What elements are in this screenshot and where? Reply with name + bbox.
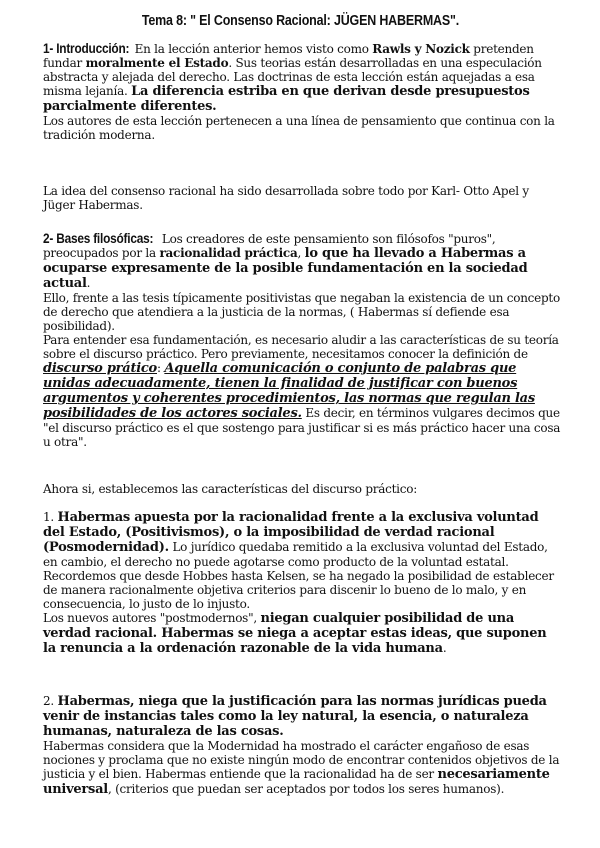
section-bases-filosoficas: 2- Bases filosóficas: Los creadores de este pensamiento son filósofos "puros", preocupados por la racionalidad práctica, lo que ha llevado a Habermas a ocuparse expresamente de la posible fundamentación en la sociedad actual. Ello, frente a las tesis típicamente positivistas que negaban la existencia de un concepto de derecho que atendiera a la justicia de la normas, ( Habermas sí defiende esa posibilidad). Para entender esa fundamentación, es necesario aludir a las características de su teoría sobre el discurso práctico. Pero previamente, necesitamos conocer la definición de discurso prático: Aquella comunicación o conjunto de palabras que unidas adecuadamente, tienen la finalidad de justificar con buenos argumentos y coherentes procedimientos, las normas que regulan las posibilidades de los actores sociales. Es decir, en términos vulgares decimos que "el discurso práctico es el que sostengo para justificar si es más práctico hacer una cosa u otra". [43, 231, 561, 449]
section-1-paragraph-4: La idea del consenso racional ha sido desarrollada sobre todo por Karl- Otto Apel y Jüger Habermas. [43, 184, 529, 212]
document-title: Tema 8: " El Consenso Racional: JÜGEN HABERMAS". [141, 13, 459, 29]
section-2-paragraph-4: Ahora si, establecemos las características del discurso práctico: [43, 482, 418, 496]
characteristic-1: 1. Habermas apuesta por la racionalidad frente a la exclusiva voluntad del Estado, (Positivismos), o la imposibilidad de verdad racional (Posmodernidad). Lo jurídico quedaba remitido a la exclusiva voluntad del Estado, en cambio, el derecho no puede agotarse como producto de la voluntad estatal. Recordemos que desde Hobbes hasta Kelsen, se ha negado la posibilidad de establecer de manera racionalmente objetiva criterios para discenir lo bueno de lo malo, y en consecuencia, lo justo de lo injusto. Los nuevos autores "postmodernos", niegan cualquier posibilidad de una verdad racional. Habermas se niega a aceptar estas ideas, que suponen la renuncia a la ordenación razonable de la vida humana. [43, 510, 554, 656]
definition-term: discurso prático [43, 361, 157, 376]
definition-text: Aquella comunicación o conjunto de palabras que unidas adecuadamente, tienen la finalidad de justificar con buenos argumentos y coherentes procedimientos, las normas que regulan las posibilidades de los actores sociales. [43, 361, 535, 421]
characteristic-2: 2. Habermas, niega que la justificación para las normas jurídicas pueda venir de instancias tales como la ley natural, la esencia, o naturaleza humanas, naturaleza de las cosas. Habermas considera que la Modernidad ha mostrado el carácter engañoso de esas nociones y proclama que no existe ningún modo de encontrar contenidos objetivos de la justicia y el bien. Habermas entiende que la racionalidad ha de ser necesariamente universal, (criterios que puedan ser aceptados por todos los seres humanos). [43, 694, 560, 797]
section-introduccion: 1- Introducción: En la lección anterior hemos visto como Rawls y Nozick pretenden fundar moralmente el Estado. Sus teorias están desarrolladas en una especulación abstracta y alejada del derecho. Las doctrinas de esta lección están aquejadas a esa misma lejanía. La diferencia estriba en que derivan desde presupuestos parcialmente diferentes. Los autores de esta lección pertenecen a una línea de pensamiento que continua con la tradición moderna. [43, 41, 555, 142]
section-1-paragraph-3: Los autores de esta lección pertenecen a una línea de pensamiento que continua con la tradición moderna. [43, 114, 555, 142]
section-2-heading: 2- Bases filosóficas: [43, 231, 154, 246]
section-1-heading: 1- Introducción: [43, 41, 130, 56]
section-2-paragraph-2: Ello, frente a las tesis típicamente positivistas que negaban la existencia de un concepto de derecho que atendiera a la justicia de la normas, ( Habermas sí defiende esa posibilidad). [43, 291, 560, 333]
